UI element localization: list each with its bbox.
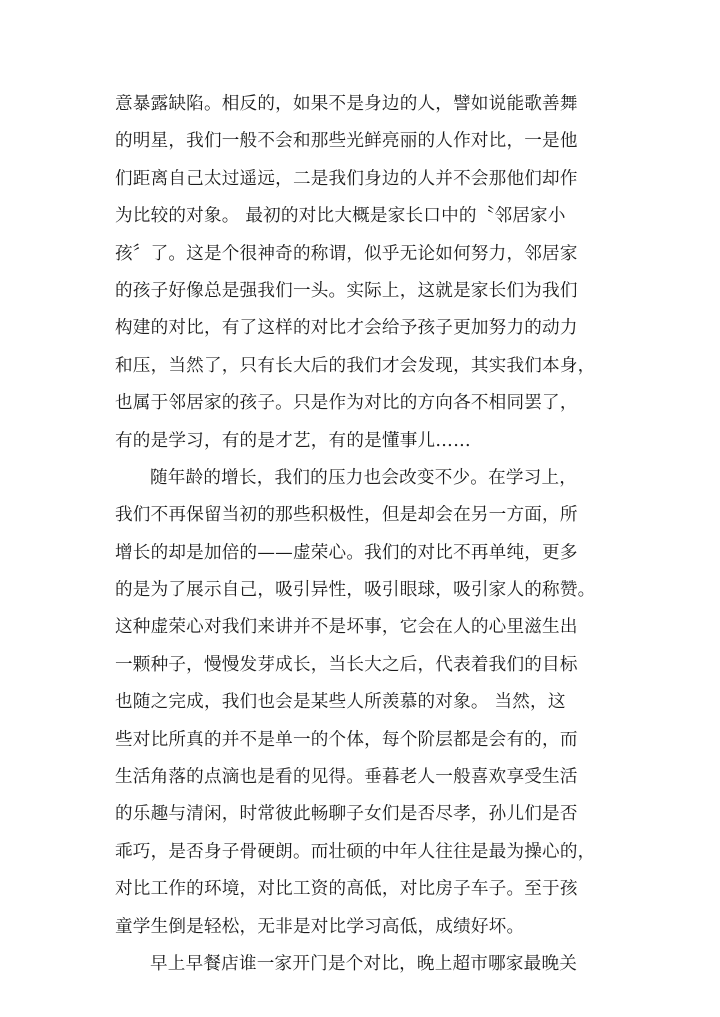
text-line: 构建的对比，有了这样的对比才会给予孩子更加努力的动力 [115, 318, 578, 339]
text-line: 们距离自己太过遥远，二是我们身边的人并不会那他们却作 [115, 168, 578, 189]
text-line: 为比较的对象。 最初的对比大概是家长口中的〝邻居家小 [115, 206, 566, 227]
text-line: 些对比所真的并不是单一的个体，每个阶层都是会有的，而 [115, 729, 578, 750]
text-line: 的孩子好像总是强我们一头。实际上，这就是家长们为我们 [115, 280, 578, 301]
text-line: 意暴露缺陷。相反的，如果不是身边的人，譬如说能歌善舞 [115, 94, 578, 114]
text-line: 这种虚荣心对我们来讲并不是坏事，它会在人的心里滋生出 [115, 617, 578, 638]
text-line: 我们不再保留当初的那些积极性，但是却会在另一方面，所 [115, 505, 578, 526]
text-line: 增长的却是加倍的——虚荣心。我们的对比不再单纯，更多 [115, 542, 578, 563]
document-body [115, 86, 615, 983]
text-line: 乖巧，是否身子骨硬朗。而壮硕的中年人往往是最为操心的， [115, 841, 596, 862]
text-line: 一颗种子，慢慢发芽成长，当长大之后，代表着我们的目标 [115, 654, 578, 675]
text-line: 对比工作的环境，对比工资的高低，对比房子车子。至于孩 [115, 879, 578, 900]
text-line: 的是为了展示自己，吸引异性，吸引眼球，吸引家人的称赞。 [115, 580, 596, 601]
text-line: 有的是学习，有的是才艺，有的是懂事儿…… [115, 430, 471, 451]
text-line: 的明星，我们一般不会和那些光鲜亮丽的人作对比，一是他 [115, 131, 578, 152]
text-line: 也属于邻居家的孩子。只是作为对比的方向各不相同罢了， [115, 393, 578, 414]
text-line: 也随之完成，我们也会是某些人所羡慕的对象。 当然，这 [115, 692, 566, 713]
paragraph-first-line: 早上早餐店谁一家开门是个对比，晚上超市哪家最晚关 [150, 953, 578, 974]
text-line: 生活角落的点滴也是看的见得。垂暮老人一般喜欢享受生活 [115, 767, 578, 788]
paragraph-first-line: 随年龄的增长，我们的压力也会改变不少。在学习上， [150, 467, 578, 488]
text-line: 孩〞了。这是个很神奇的称谓，似乎无论如何努力，邻居家 [115, 243, 578, 264]
text-line: 童学生倒是轻松，无非是对比学习高低，成绩好坏。 [115, 916, 525, 937]
text-line: 和压，当然了，只有长大后的我们才会发现，其实我们本身， [115, 355, 596, 376]
text-line: 的乐趣与清闲，时常彼此畅聊子女们是否尽孝，孙儿们是否 [115, 804, 578, 825]
